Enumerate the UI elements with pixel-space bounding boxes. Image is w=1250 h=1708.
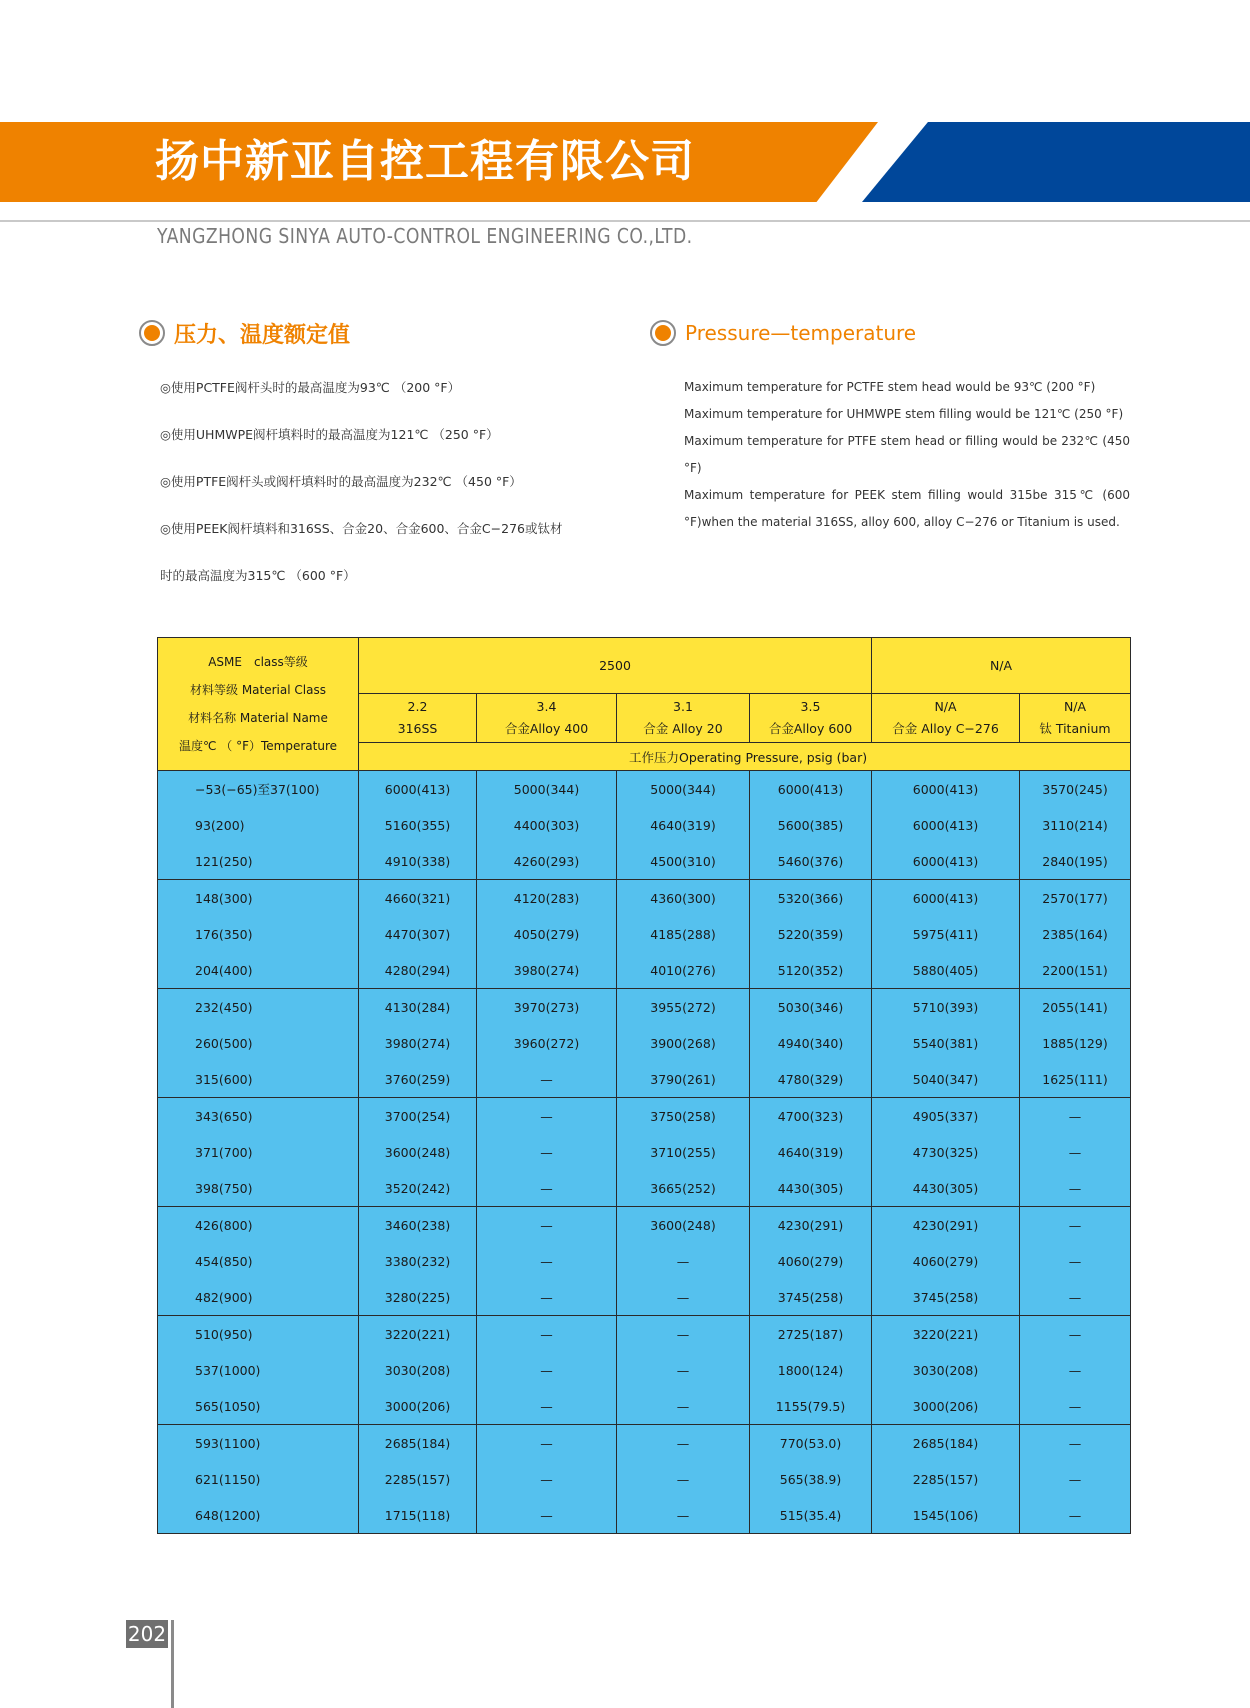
pressure-cell: 515(35.4) <box>750 1497 872 1534</box>
material-header: N/A 合金 Alloy C−276 <box>872 694 1020 743</box>
temperature-cell: 593(1100) <box>158 1425 359 1462</box>
pressure-cell: 3710(255) <box>617 1134 750 1170</box>
pressure-cell: 4660(321) <box>359 880 477 917</box>
pressure-cell: — <box>477 1170 617 1207</box>
pressure-cell: 4430(305) <box>750 1170 872 1207</box>
pressure-cell: 3980(274) <box>359 1025 477 1061</box>
header-band-blue <box>862 122 1250 202</box>
table-row <box>158 1134 1131 1170</box>
material-header: 3.5 合金Alloy 600 <box>750 694 872 743</box>
note-en-paragraph: Maximum temperature for UHMWPE stem filling would be 121℃ (250 °F) <box>684 407 1124 421</box>
table-row <box>158 843 1131 880</box>
pressure-cell: 2285(157) <box>359 1461 477 1497</box>
pressure-cell: 4470(307) <box>359 916 477 952</box>
note-cn-line: ◎使用UHMWPE阀杆填料时的最高温度为121℃ （250 °F） <box>160 427 499 442</box>
pressure-cell: — <box>477 1461 617 1497</box>
pressure-cell: 3000(206) <box>359 1388 477 1425</box>
pressure-cell: 4260(293) <box>477 843 617 880</box>
pressure-cell: 1625(111) <box>1020 1061 1131 1098</box>
pressure-cell: 770(53.0) <box>750 1425 872 1462</box>
table-row <box>158 1352 1131 1388</box>
pressure-cell: 3570(245) <box>1020 771 1131 808</box>
page-number-rule <box>171 1620 174 1708</box>
pressure-cell: — <box>617 1497 750 1534</box>
pressure-cell: — <box>477 1425 617 1462</box>
pressure-cell: — <box>1020 1243 1131 1279</box>
pressure-cell: 2200(151) <box>1020 952 1131 989</box>
pressure-cell: 4700(323) <box>750 1098 872 1135</box>
temperature-cell: 648(1200) <box>158 1497 359 1534</box>
temperature-cell: 398(750) <box>158 1170 359 1207</box>
pressure-cell: 6000(413) <box>872 843 1020 880</box>
pressure-cell: 3900(268) <box>617 1025 750 1061</box>
pressure-unit-label: 工作压力Operating Pressure, psig (bar) <box>359 743 1131 771</box>
pressure-cell: 4060(279) <box>872 1243 1020 1279</box>
temperature-cell: 537(1000) <box>158 1352 359 1388</box>
pressure-cell: 5710(393) <box>872 989 1020 1026</box>
pressure-cell: — <box>617 1316 750 1353</box>
pressure-cell: 5540(381) <box>872 1025 1020 1061</box>
pressure-cell: — <box>477 1352 617 1388</box>
table-row <box>158 1497 1131 1534</box>
corner-line: 材料名称 Material Name <box>188 711 328 725</box>
company-name-cn: 扬中新亚自控工程有限公司 <box>155 136 695 187</box>
bullet-icon <box>139 320 165 346</box>
pressure-cell: 3600(248) <box>359 1134 477 1170</box>
corner-line: 材料等级 Material Class <box>190 683 326 697</box>
pressure-cell: 3960(272) <box>477 1025 617 1061</box>
class-group-header: N/A <box>872 638 1131 694</box>
pressure-cell: — <box>617 1388 750 1425</box>
material-header: N/A 钛 Titanium <box>1020 694 1131 743</box>
table-row <box>158 771 1131 808</box>
pressure-cell: 5160(355) <box>359 807 477 843</box>
pressure-cell: — <box>1020 1279 1131 1316</box>
pressure-cell: 1715(118) <box>359 1497 477 1534</box>
pressure-temperature-table <box>157 637 1131 1534</box>
pressure-cell: 3700(254) <box>359 1098 477 1135</box>
pressure-cell: 4010(276) <box>617 952 750 989</box>
pressure-cell: 3000(206) <box>872 1388 1020 1425</box>
pressure-cell: — <box>1020 1207 1131 1244</box>
corner-line: 温度℃ （ °F）Temperature <box>178 739 338 753</box>
pressure-cell: 4230(291) <box>872 1207 1020 1244</box>
temperature-cell: 343(650) <box>158 1098 359 1135</box>
corner-line: ASME class等级 <box>208 655 308 669</box>
note-en-paragraph: Maximum temperature for PTFE stem head or filling would be 232℃ (450 °F) <box>684 434 1130 475</box>
pressure-cell: 3520(242) <box>359 1170 477 1207</box>
pressure-cell: 3220(221) <box>359 1316 477 1353</box>
table-row <box>158 1461 1131 1497</box>
table-row <box>158 1388 1131 1425</box>
pressure-cell: 3110(214) <box>1020 807 1131 843</box>
temperature-cell: 454(850) <box>158 1243 359 1279</box>
note-en-paragraph: Maximum temperature for PCTFE stem head would be 93℃ (200 °F) <box>684 380 1096 394</box>
pressure-cell: — <box>617 1352 750 1388</box>
pressure-cell: 3030(208) <box>872 1352 1020 1388</box>
pressure-cell: 2725(187) <box>750 1316 872 1353</box>
pressure-cell: 4940(340) <box>750 1025 872 1061</box>
pressure-cell: 6000(413) <box>359 771 477 808</box>
pressure-cell: — <box>1020 1461 1131 1497</box>
pressure-cell: — <box>617 1461 750 1497</box>
temperature-cell: 93(200) <box>158 807 359 843</box>
temperature-cell: 232(450) <box>158 989 359 1026</box>
pressure-cell: 3750(258) <box>617 1098 750 1135</box>
pressure-cell: 3280(225) <box>359 1279 477 1316</box>
table-row <box>158 1061 1131 1098</box>
pressure-cell: 4730(325) <box>872 1134 1020 1170</box>
pressure-cell: 2385(164) <box>1020 916 1131 952</box>
pressure-cell: 5120(352) <box>750 952 872 989</box>
company-name-en: YANGZHONG SINYA AUTO-CONTROL ENGINEERING CO.,LTD. <box>157 224 693 248</box>
pressure-cell: 4230(291) <box>750 1207 872 1244</box>
pressure-cell: — <box>477 1316 617 1353</box>
temperature-cell: −53(−65)至37(100) <box>158 771 359 808</box>
pressure-cell: 5000(344) <box>477 771 617 808</box>
temperature-cell: 510(950) <box>158 1316 359 1353</box>
pressure-cell: — <box>477 1243 617 1279</box>
class-group-header: 2500 <box>359 638 872 694</box>
table-row <box>158 989 1131 1026</box>
pressure-cell: 2570(177) <box>1020 880 1131 917</box>
pressure-cell: 5320(366) <box>750 880 872 917</box>
pressure-cell: — <box>477 1207 617 1244</box>
pressure-cell: 3760(259) <box>359 1061 477 1098</box>
table-row <box>158 916 1131 952</box>
pressure-cell: 3790(261) <box>617 1061 750 1098</box>
pressure-cell: — <box>617 1279 750 1316</box>
note-cn-line: ◎使用PEEK阀杆填料和316SS、合金20、合金600、合金C−276或钛材 <box>160 521 563 536</box>
table-row <box>158 1207 1131 1244</box>
pressure-cell: 3745(258) <box>750 1279 872 1316</box>
table-row <box>158 1025 1131 1061</box>
temperature-cell: 621(1150) <box>158 1461 359 1497</box>
pressure-cell: — <box>477 1388 617 1425</box>
pressure-cell: 3980(274) <box>477 952 617 989</box>
material-header: 3.1 合金 Alloy 20 <box>617 694 750 743</box>
pressure-cell: 4500(310) <box>617 843 750 880</box>
pressure-cell: 3665(252) <box>617 1170 750 1207</box>
pressure-cell: 5975(411) <box>872 916 1020 952</box>
table-row <box>158 880 1131 917</box>
pressure-cell: 2685(184) <box>872 1425 1020 1462</box>
pressure-cell: — <box>1020 1134 1131 1170</box>
pressure-cell: — <box>1020 1497 1131 1534</box>
pressure-cell: — <box>1020 1425 1131 1462</box>
pressure-cell: 2055(141) <box>1020 989 1131 1026</box>
temperature-cell: 565(1050) <box>158 1388 359 1425</box>
pressure-cell: 6000(413) <box>872 771 1020 808</box>
pressure-cell: 6000(413) <box>750 771 872 808</box>
table-row <box>158 1170 1131 1207</box>
material-header: 3.4 合金Alloy 400 <box>477 694 617 743</box>
pressure-cell: — <box>617 1243 750 1279</box>
table-row <box>158 1279 1131 1316</box>
pressure-cell: 4060(279) <box>750 1243 872 1279</box>
pressure-cell: 4120(283) <box>477 880 617 917</box>
table-row <box>158 807 1131 843</box>
pressure-cell: 3030(208) <box>359 1352 477 1388</box>
pressure-cell: 1155(79.5) <box>750 1388 872 1425</box>
pressure-cell: 4280(294) <box>359 952 477 989</box>
pressure-cell: 1885(129) <box>1020 1025 1131 1061</box>
pressure-cell: 3380(232) <box>359 1243 477 1279</box>
table-corner-header <box>158 638 359 771</box>
pressure-cell: — <box>477 1061 617 1098</box>
note-cn-line: ◎使用PTFE阀杆头或阀杆填料时的最高温度为232℃ （450 °F） <box>160 474 522 489</box>
pressure-cell: 4050(279) <box>477 916 617 952</box>
pressure-cell: — <box>477 1279 617 1316</box>
pressure-cell: 5040(347) <box>872 1061 1020 1098</box>
temperature-cell: 176(350) <box>158 916 359 952</box>
temperature-cell: 204(400) <box>158 952 359 989</box>
section-title-cn: 压力、温度额定值 <box>174 322 351 348</box>
pressure-cell: 5880(405) <box>872 952 1020 989</box>
table-row <box>158 1425 1131 1462</box>
pressure-cell: 3220(221) <box>872 1316 1020 1353</box>
pressure-cell: 4905(337) <box>872 1098 1020 1135</box>
note-cn-line: 时的最高温度为315℃ （600 °F） <box>160 568 356 583</box>
table-row <box>158 1316 1131 1353</box>
pressure-cell: 3745(258) <box>872 1279 1020 1316</box>
pressure-cell: — <box>477 1497 617 1534</box>
pressure-cell: 4130(284) <box>359 989 477 1026</box>
pressure-cell: 4780(329) <box>750 1061 872 1098</box>
pressure-cell: — <box>1020 1098 1131 1135</box>
note-cn-line: ◎使用PCTFE阀杆头时的最高温度为93℃ （200 °F） <box>160 380 461 395</box>
pressure-cell: 2685(184) <box>359 1425 477 1462</box>
material-header: 2.2 316SS <box>359 694 477 743</box>
temperature-cell: 260(500) <box>158 1025 359 1061</box>
notes-en <box>684 374 1130 536</box>
section-heading-en <box>650 316 916 350</box>
notes-cn <box>160 374 620 609</box>
temperature-cell: 426(800) <box>158 1207 359 1244</box>
pressure-cell: — <box>1020 1352 1131 1388</box>
table-row <box>158 1098 1131 1135</box>
note-en-paragraph: Maximum temperature for PEEK stem filling would 315be 315℃ (600 °F)when the material 316SS, alloy 600, alloy C−276 or Titanium is used. <box>684 488 1130 529</box>
temperature-cell: 371(700) <box>158 1134 359 1170</box>
pressure-cell: 4400(303) <box>477 807 617 843</box>
pressure-cell: 3955(272) <box>617 989 750 1026</box>
pressure-cell: 3460(238) <box>359 1207 477 1244</box>
pressure-cell: 4430(305) <box>872 1170 1020 1207</box>
pressure-cell: 4640(319) <box>750 1134 872 1170</box>
pressure-cell: — <box>1020 1316 1131 1353</box>
pressure-cell: 1800(124) <box>750 1352 872 1388</box>
section-title-en: Pressure—temperature <box>685 321 917 345</box>
pressure-cell: 1545(106) <box>872 1497 1020 1534</box>
pressure-cell: 6000(413) <box>872 807 1020 843</box>
temperature-cell: 148(300) <box>158 880 359 917</box>
pressure-cell: — <box>1020 1170 1131 1207</box>
temperature-cell: 482(900) <box>158 1279 359 1316</box>
pressure-cell: — <box>477 1134 617 1170</box>
pressure-cell: 5600(385) <box>750 807 872 843</box>
pressure-cell: 5220(359) <box>750 916 872 952</box>
pressure-cell: 2285(157) <box>872 1461 1020 1497</box>
pressure-cell: 2840(195) <box>1020 843 1131 880</box>
pressure-cell: 4185(288) <box>617 916 750 952</box>
pressure-cell: 5000(344) <box>617 771 750 808</box>
table-row <box>158 952 1131 989</box>
pressure-cell: 3600(248) <box>617 1207 750 1244</box>
table-row <box>158 1243 1131 1279</box>
pressure-cell: 4360(300) <box>617 880 750 917</box>
pressure-cell: 6000(413) <box>872 880 1020 917</box>
pressure-cell: 5460(376) <box>750 843 872 880</box>
pressure-cell: 4640(319) <box>617 807 750 843</box>
bullet-icon <box>650 320 676 346</box>
table-body <box>158 771 1131 1534</box>
pressure-cell: — <box>617 1425 750 1462</box>
pressure-cell: 565(38.9) <box>750 1461 872 1497</box>
pressure-cell: 4910(338) <box>359 843 477 880</box>
pressure-cell: — <box>477 1098 617 1135</box>
temperature-cell: 121(250) <box>158 843 359 880</box>
temperature-cell: 315(600) <box>158 1061 359 1098</box>
pressure-cell: 3970(273) <box>477 989 617 1026</box>
page-number: 202 <box>127 1622 167 1646</box>
pressure-cell: — <box>1020 1388 1131 1425</box>
section-heading-cn <box>139 316 350 350</box>
pressure-cell: 5030(346) <box>750 989 872 1026</box>
